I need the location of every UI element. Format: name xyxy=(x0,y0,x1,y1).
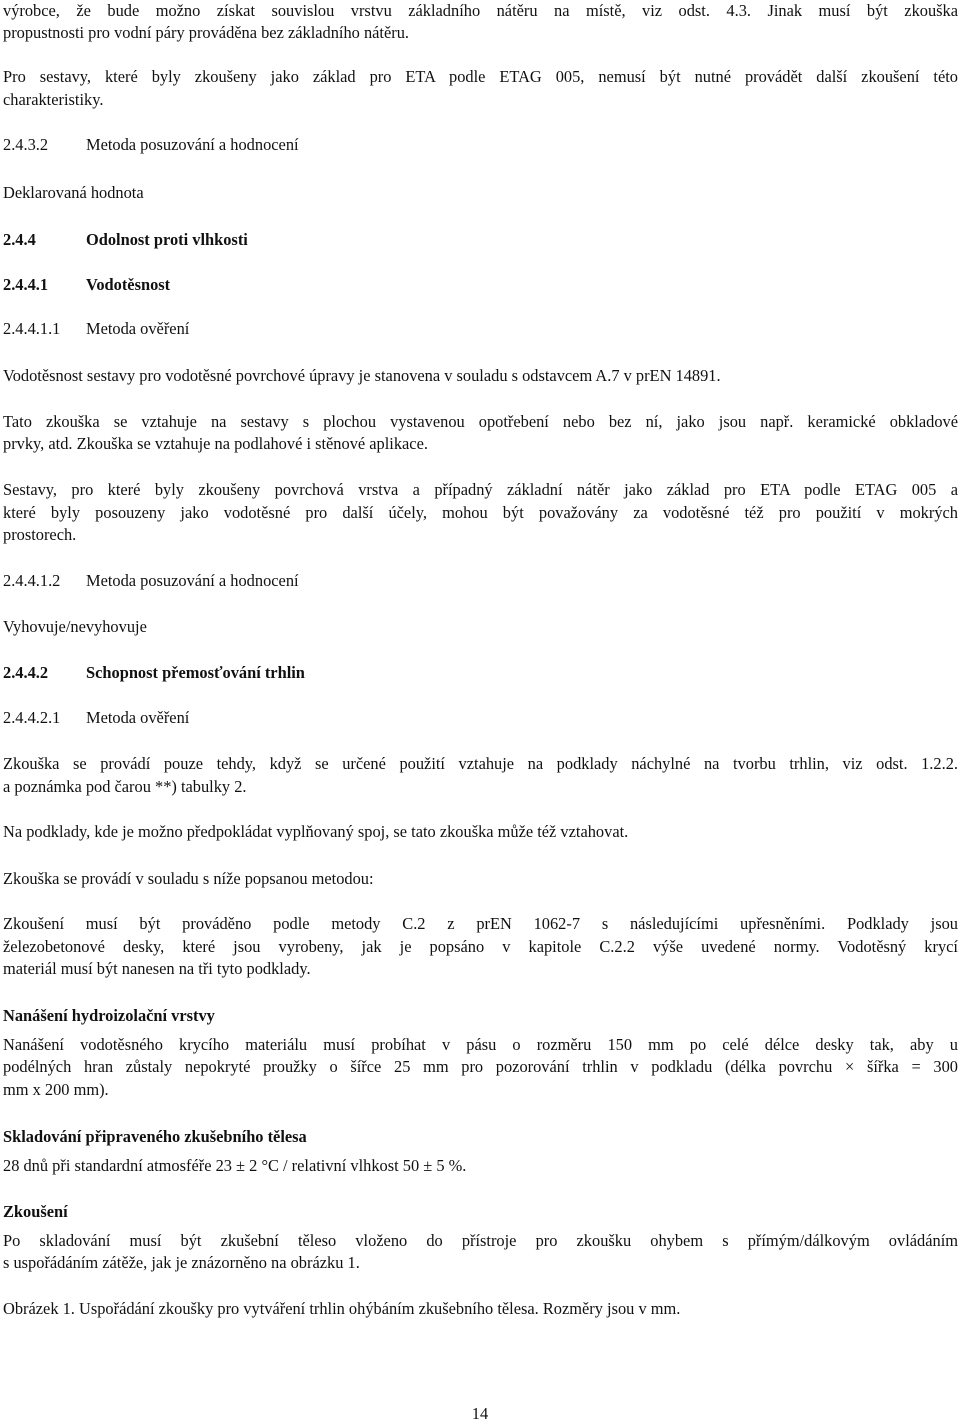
section-title: Metoda posuzování a hodnocení xyxy=(86,135,299,154)
paragraph-application-line2 xyxy=(3,1056,958,1079)
paragraph-waterproofness: Vodotěsnost sestavy pro vodotěsné povrchové úpravy je stanovena v souladu s odstavcem A.7 v prEN 14891. xyxy=(3,366,721,385)
section-heading-2-4-4-2-1 xyxy=(3,707,958,730)
paragraph-eta-line2: charakteristiky. xyxy=(3,90,104,109)
paragraph-primer-line2: propustnosti pro vodní páry prováděna bez základního nátěru. xyxy=(3,23,410,42)
section-heading-2-4-4-1-2 xyxy=(3,570,958,593)
section-title: Metoda ověření xyxy=(86,319,190,338)
section-title: Schopnost přemosťování trhlin xyxy=(86,663,305,682)
paragraph-primer-line1: výrobce, že bude možno získat souvislou vrstvu základního nátěru na místě, viz odst. 4.3. Jinak musí být zkouška xyxy=(3,1,958,20)
section-number: 2.4.4.1.2 xyxy=(3,571,61,590)
paragraph-method-intro: Zkouška se provádí v souladu s níže popsanou metodou: xyxy=(3,869,374,888)
paragraph-testing-line1: Zkoušení musí být prováděno podle metody C.2 z prEN 1062-7 s následujícími upřesněními. Podklady jsou xyxy=(3,914,958,933)
paragraph-eta-line1: Pro sestavy, které byly zkoušeny jako základ pro ETA podle ETAG 005, nemusí být nutné provádět další zkoušení této xyxy=(3,67,958,86)
section-number: 2.4.4.1.1 xyxy=(3,319,61,338)
application-line2-end: šířka = 300 xyxy=(866,1057,958,1076)
section-heading-2-4-4-2 xyxy=(3,662,958,685)
section-heading-2-4-3-2 xyxy=(3,134,958,157)
figure-caption: Obrázek 1. Uspořádání zkoušky pro vytváření trhlin ohýbáním zkušebního tělesa. Rozměry jsou v mm. xyxy=(3,1299,681,1318)
paragraph-procedure-line1: Po skladování musí být zkušební těleso vloženo do přístroje pro zkoušku ohybem s přímým/dálkovým ovládáním xyxy=(3,1231,958,1250)
paragraph-storage: 28 dnů při standardní atmosféře 23 ± 2 °C / relativní vlhkost 50 ± 5 %. xyxy=(3,1156,467,1175)
section-title: Metoda posuzování a hodnocení xyxy=(86,571,299,590)
section-number: 2.4.4 xyxy=(3,230,36,249)
paragraph-application-line1: Nanášení vodotěsného krycího materiálu musí probíhat v pásu o rozměru 150 mm po celé délce desky tak, aby u xyxy=(3,1035,958,1054)
paragraph-procedure-line2: s uspořádáním zátěže, jak je znázorněno na obrázku 1. xyxy=(3,1253,360,1272)
paragraph-crack-substrates-line1: Zkouška se provádí pouze tehdy, když se určené použití vztahuje na podklady náchylné na tvorbu trhlin, viz odst. 1.2.2. xyxy=(3,754,958,773)
section-title: Metoda ověření xyxy=(86,708,190,727)
paragraph-testing-line2: železobetonové desky, které jsou vyrobeny, jak je popsáno v kapitole C.2.2 výše uvedené normy. Vodotěsný krycí xyxy=(3,937,958,956)
section-number: 2.4.4.2 xyxy=(3,663,49,682)
paragraph-crack-substrates-line2: a poznámka pod čarou **) tabulky 2. xyxy=(3,777,247,796)
declared-value-text: Deklarovaná hodnota xyxy=(3,183,144,202)
section-heading-2-4-4 xyxy=(3,229,958,252)
section-number: 2.4.4.1 xyxy=(3,275,49,294)
application-line2-text: podélných hran zůstaly nepokryté proužky o šířce 25 mm pro pozorování trhlin v podkladu (délka povrchu xyxy=(3,1057,833,1076)
page-number: 14 xyxy=(471,1404,489,1423)
paragraph-scope-line2: prvky, atd. Zkouška se vztahuje na podlahové i stěnové aplikace. xyxy=(3,434,428,453)
paragraph-assemblies-line3: prostorech. xyxy=(3,525,77,544)
section-title: Odolnost proti vlhkosti xyxy=(86,230,248,249)
section-number: 2.4.3.2 xyxy=(3,135,49,154)
paragraph-assemblies-line1: Sestavy, pro které byly zkoušeny povrchová vrstva a případný základní nátěr jako základ pro ETA podle ETAG 005 a xyxy=(3,480,958,499)
section-title: Vodotěsnost xyxy=(86,275,171,294)
pass-fail-text: Vyhovuje/nevyhovuje xyxy=(3,617,147,636)
paragraph-filled-joint: Na podklady, kde je možno předpokládat vyplňovaný spoj, se tato zkouška může též vztahovat. xyxy=(3,822,629,841)
paragraph-assemblies-line2: které byly posouzeny jako vodotěsné pro další účely, mohou být považovány za vodotěsné též pro použití v mokrých xyxy=(3,503,958,522)
paragraph-testing-line3: materiál musí být nanesen na tři tyto podklady. xyxy=(3,959,311,978)
subheading-testing: Zkoušení xyxy=(3,1202,68,1221)
paragraph-application-line3: mm x 200 mm). xyxy=(3,1080,109,1099)
section-heading-2-4-4-1 xyxy=(3,274,958,297)
subheading-application: Nanášení hydroizolační vrstvy xyxy=(3,1006,215,1025)
section-number: 2.4.4.2.1 xyxy=(3,708,61,727)
subheading-storage: Skladování připraveného zkušebního tělesa xyxy=(3,1127,307,1146)
paragraph-scope-line1: Tato zkouška se vztahuje na sestavy s plochou vystavenou opotřebení nebo bez ní, jako jsou např. keramické obkladové xyxy=(3,412,958,431)
section-heading-2-4-4-1-1 xyxy=(3,318,958,341)
times-symbol: × xyxy=(845,1057,855,1076)
